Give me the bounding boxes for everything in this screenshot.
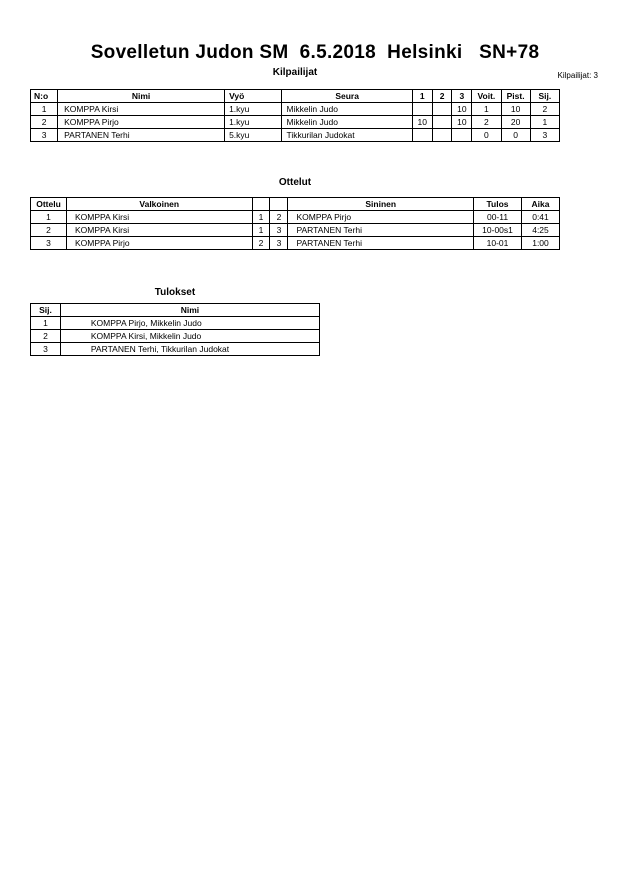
competitors-section-label: Kilpailijat — [272, 67, 318, 78]
column-header-wins: Voit. — [472, 90, 501, 103]
column-header-name: Nimi — [58, 90, 225, 103]
cell-points: 10 — [501, 103, 530, 116]
cell-belt: 5.kyu — [225, 129, 282, 142]
competitor-count-note: Kilpailijat: 3 — [557, 71, 598, 80]
column-header-result-name: Nimi — [60, 304, 319, 317]
matches-table — [30, 197, 560, 250]
column-header-match-no: Ottelu — [31, 198, 67, 211]
cell-no: 2 — [31, 116, 58, 129]
table-row — [31, 343, 320, 356]
cell-blue: PARTANEN Terhi — [288, 224, 474, 237]
competitors-table — [30, 89, 560, 142]
column-header-match-2: 2 — [432, 90, 452, 103]
cell-blue-number: 3 — [270, 237, 288, 250]
cell-match-1 — [412, 103, 432, 116]
table-header-row — [31, 304, 320, 317]
cell-wins: 2 — [472, 116, 501, 129]
table-row — [31, 103, 560, 116]
cell-white: KOMPPA Pirjo — [66, 237, 252, 250]
results-section-label: Tulokset — [154, 287, 196, 298]
column-header-match-1: 1 — [412, 90, 432, 103]
column-header-belt: Vyö — [225, 90, 282, 103]
cell-match-3: 10 — [452, 116, 472, 129]
column-header-no: N:o — [31, 90, 58, 103]
cell-time: 0:41 — [522, 211, 560, 224]
cell-blue-number: 2 — [270, 211, 288, 224]
cell-match-2 — [432, 116, 452, 129]
cell-points: 20 — [501, 116, 530, 129]
cell-club: Mikkelin Judo — [282, 116, 412, 129]
cell-blue-number: 3 — [270, 224, 288, 237]
cell-blue: PARTANEN Terhi — [288, 237, 474, 250]
cell-points: 0 — [501, 129, 530, 142]
cell-wins: 1 — [472, 103, 501, 116]
column-header-match-3: 3 — [452, 90, 472, 103]
cell-white: KOMPPA Kirsi — [66, 211, 252, 224]
table-row — [31, 211, 560, 224]
cell-match-3: 10 — [452, 103, 472, 116]
table-row — [31, 116, 560, 129]
cell-match-no: 2 — [31, 224, 67, 237]
cell-rank: 3 — [530, 129, 559, 142]
cell-time: 1:00 — [522, 237, 560, 250]
cell-name: PARTANEN Terhi — [58, 129, 225, 142]
cell-match-2 — [432, 103, 452, 116]
cell-white-number: 1 — [252, 224, 270, 237]
cell-name: KOMPPA Pirjo — [58, 116, 225, 129]
cell-white-number: 1 — [252, 211, 270, 224]
cell-match-1: 10 — [412, 116, 432, 129]
table-row — [31, 330, 320, 343]
cell-name: KOMPPA Kirsi — [58, 103, 225, 116]
column-header-points: Pist. — [501, 90, 530, 103]
column-header-blue-number — [270, 198, 288, 211]
cell-result-rank: 2 — [31, 330, 61, 343]
column-header-result-rank: Sij. — [31, 304, 61, 317]
cell-belt: 1.kyu — [225, 116, 282, 129]
cell-belt: 1.kyu — [225, 103, 282, 116]
cell-result-name: KOMPPA Kirsi, Mikkelin Judo — [60, 330, 319, 343]
column-header-blue: Sininen — [288, 198, 474, 211]
table-row — [31, 129, 560, 142]
cell-rank: 2 — [530, 103, 559, 116]
cell-club: Tikkurilan Judokat — [282, 129, 412, 142]
cell-time: 4:25 — [522, 224, 560, 237]
cell-rank: 1 — [530, 116, 559, 129]
cell-wins: 0 — [472, 129, 501, 142]
cell-result-rank: 1 — [31, 317, 61, 330]
cell-club: Mikkelin Judo — [282, 103, 412, 116]
page-title: Sovelletun Judon SM 6.5.2018 Helsinki SN+78 — [90, 42, 540, 63]
cell-no: 1 — [31, 103, 58, 116]
cell-result-rank: 3 — [31, 343, 61, 356]
cell-match-no: 3 — [31, 237, 67, 250]
cell-white-number: 2 — [252, 237, 270, 250]
table-row — [31, 224, 560, 237]
cell-match-no: 1 — [31, 211, 67, 224]
table-row — [31, 237, 560, 250]
column-header-rank: Sij. — [530, 90, 559, 103]
column-header-time: Aika — [522, 198, 560, 211]
column-header-result: Tulos — [474, 198, 522, 211]
cell-no: 3 — [31, 129, 58, 142]
cell-white: KOMPPA Kirsi — [66, 224, 252, 237]
table-header-row — [31, 90, 560, 103]
column-header-white: Valkoinen — [66, 198, 252, 211]
cell-result-name: KOMPPA Pirjo, Mikkelin Judo — [60, 317, 319, 330]
cell-match-3 — [452, 129, 472, 142]
column-header-club: Seura — [282, 90, 412, 103]
cell-result-name: PARTANEN Terhi, Tikkurilan Judokat — [60, 343, 319, 356]
cell-result: 10-01 — [474, 237, 522, 250]
table-row — [31, 317, 320, 330]
cell-match-2 — [432, 129, 452, 142]
matches-section-label: Ottelut — [278, 177, 312, 188]
table-header-row — [31, 198, 560, 211]
cell-result: 10-00s1 — [474, 224, 522, 237]
cell-result: 00-11 — [474, 211, 522, 224]
column-header-white-number — [252, 198, 270, 211]
results-table — [30, 303, 320, 356]
cell-match-1 — [412, 129, 432, 142]
cell-blue: KOMPPA Pirjo — [288, 211, 474, 224]
